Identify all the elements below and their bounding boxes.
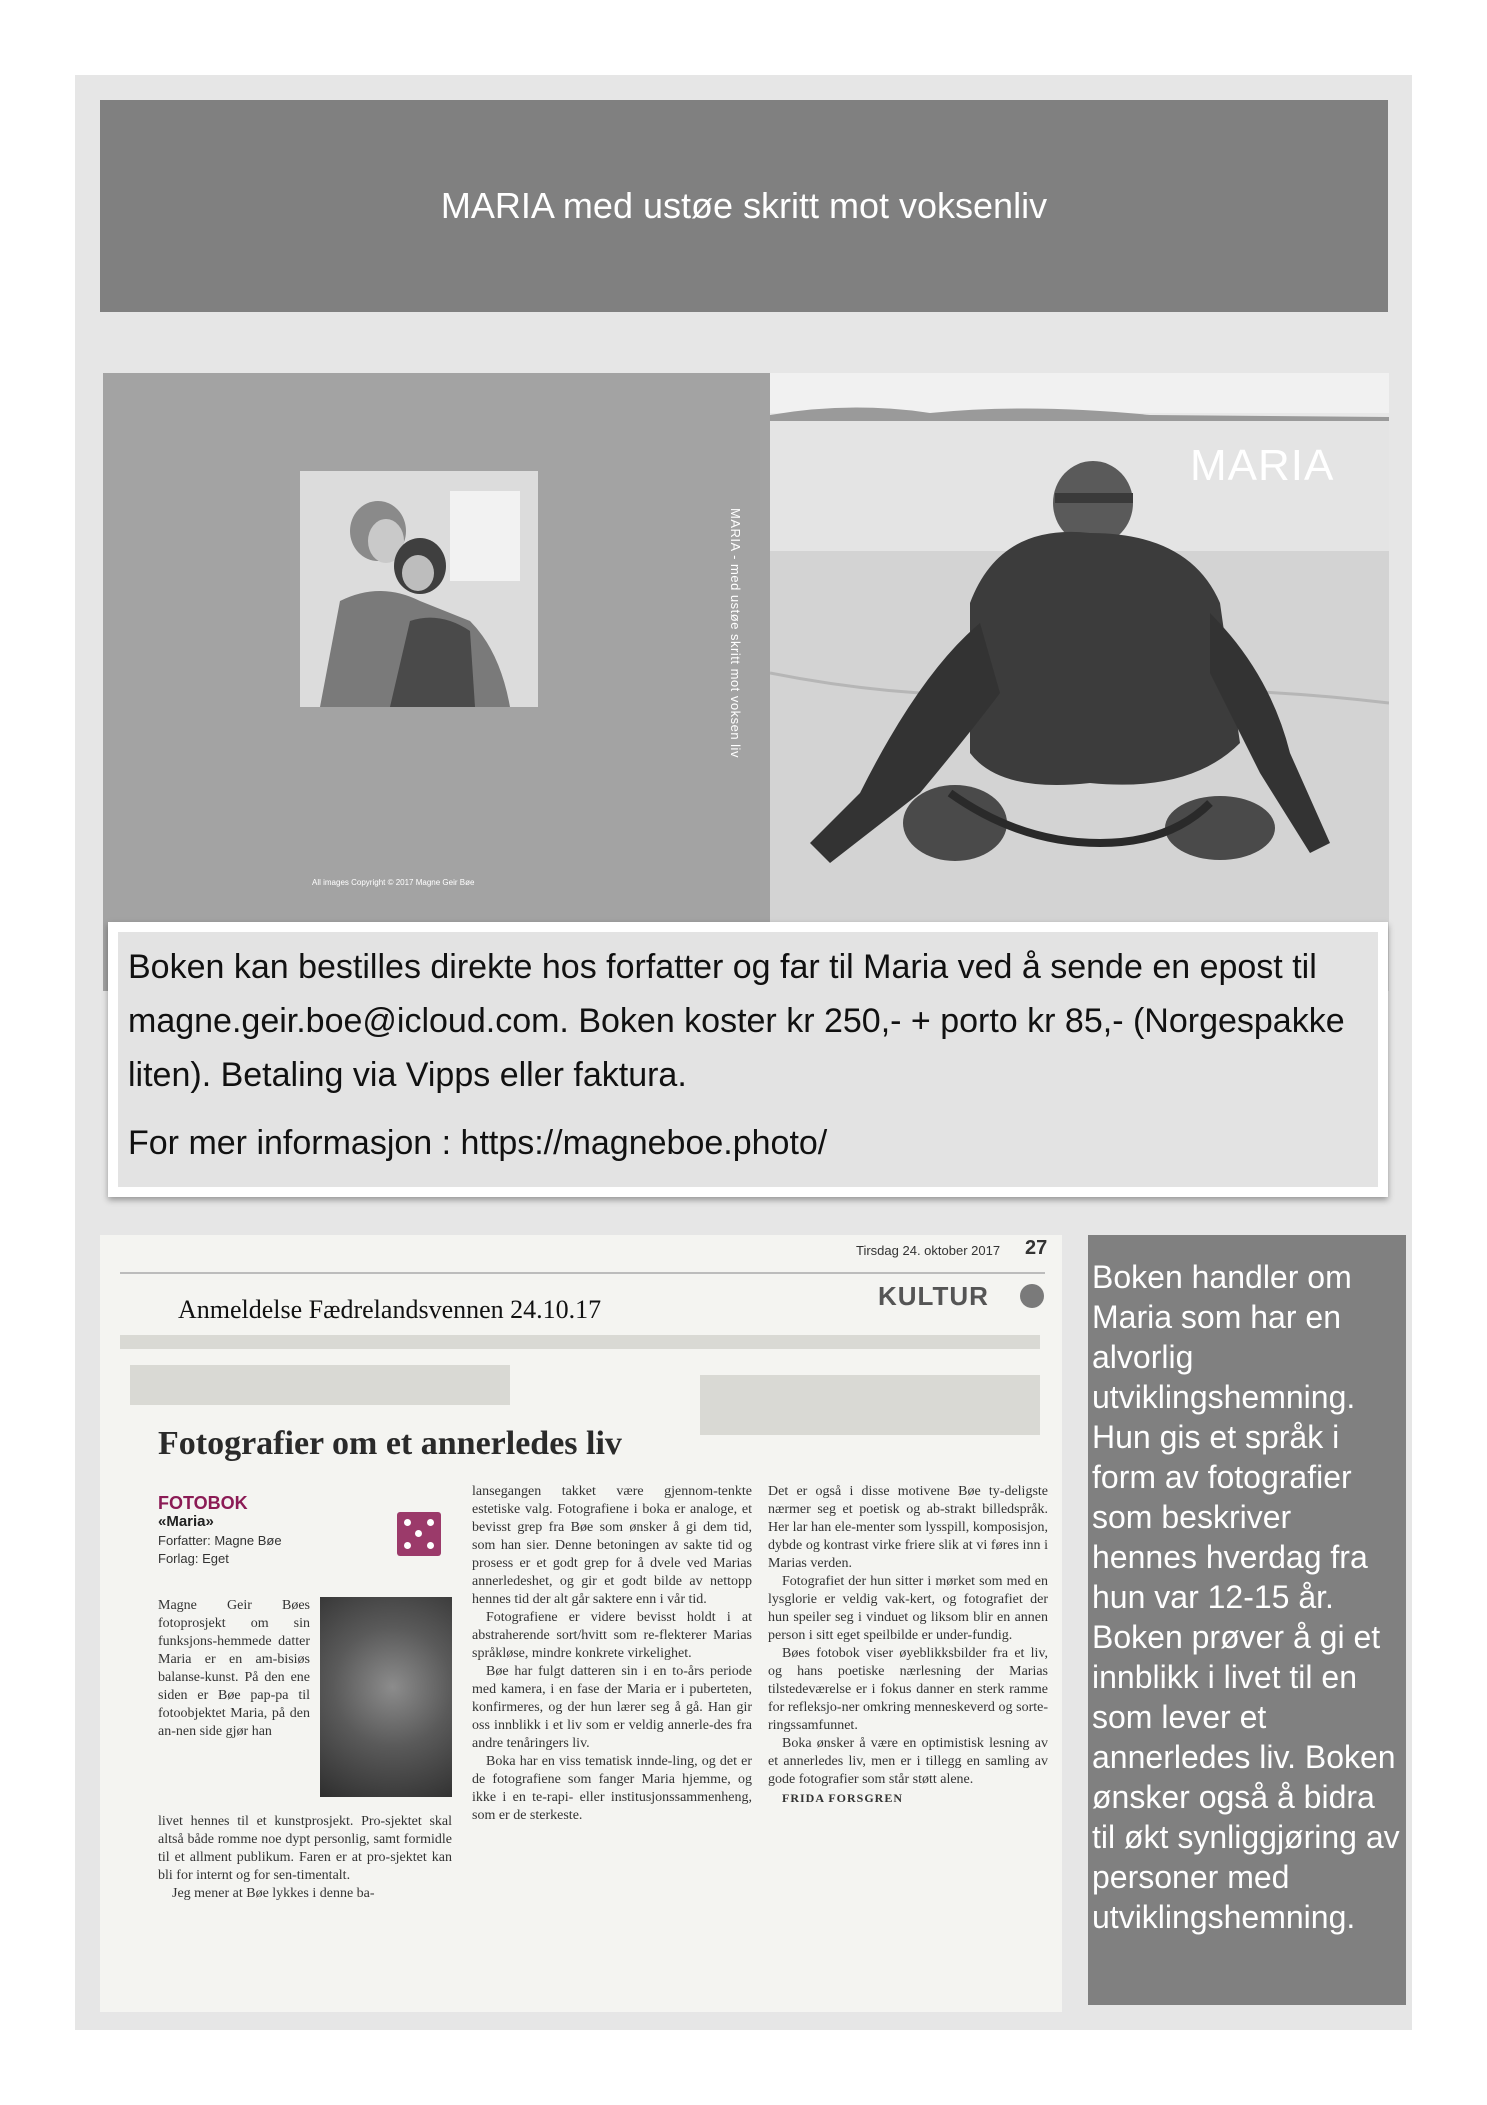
section-label: KULTUR (878, 1281, 989, 1311)
book-cover-image (103, 373, 1389, 991)
clipping-column-3 (768, 1483, 1048, 1807)
cover-back (103, 373, 770, 991)
clipping-portrait-photo (320, 1597, 452, 1797)
clipping-category: FOTOBOK (158, 1493, 248, 1513)
embrace-illustration (300, 471, 538, 707)
column-text: livet hennes til et kunstprosjekt. Pro-sjektet skal altså både romme noe dypt personlig, samt formidle til et allment publikum. Faren er at pro-sjektet kan bli for internt og for sen-timentalt. (158, 1814, 452, 1883)
clipping-column-2 (472, 1483, 752, 1825)
clipping-headline: Fotografier om et annerledes liv (158, 1425, 622, 1462)
column-text: Det er også i disse motivene Bøe ty-deligste nærmer seg et poetisk og ab-strakt billedspråk. Her lar han ele-menter som lysspill, komposisjon, dybde og kontrast virke friere slik at vi føres inn i Marias verden. (768, 1484, 1048, 1571)
column-text: Boka har en viss tematisk innde-ling, og det er de fotografiene som fanger Maria hjemme, og ikke i en te-rapi- eller institusjonssammenheng, som er de sterkeste. (472, 1754, 752, 1823)
column-text: Bøes fotobok viser øyeblikksbilder fra et liv, og hans poetiske nærlesning der Marias tilstedeværelse er i fokus danner en sterk ramme for refleksjo-ner omkring menneskeverd og sorte-ringssamfunnet. (768, 1646, 1048, 1733)
column-text: Boka ønsker å være en optimistisk lesning av et annerledes liv, men er i tillegg en samling av gode fotografier som står støtt alene. (768, 1736, 1048, 1787)
cover-copyright: All images Copyright © 2017 Magne Geir Bøe (312, 878, 475, 887)
section-logo-icon (1020, 1284, 1044, 1308)
column-text: Jeg mener at Bøe lykkes i denne ba- (172, 1886, 375, 1901)
column-text: Magne Geir Bøes fotoprosjekt om sin funksjons-hemmede datter Maria er en am-bisiøs balanse-kunst. På den ene siden er Bøe pap-pa til fotoobjektet Maria, på den an-nen side gjør han (158, 1598, 310, 1739)
clipping-book-title: «Maria» (158, 1513, 214, 1530)
order-info-inner (118, 932, 1378, 1187)
cover-spine-text: MARIA - med ustøe skritt mot voksen liv (728, 508, 743, 758)
title-banner (100, 100, 1388, 312)
column-text: Bøe har fulgt datteren sin i en to-års periode med kamera, i en fase der Maria er i puberteten, konfirmeres, og der hun lærer seg å gå. Han gir oss innblikk i et liv som er veldig annerle-des fra andre tenåringers liv. (472, 1664, 752, 1751)
bleed-through-band (120, 1335, 1040, 1349)
dice-rating-icon (397, 1512, 441, 1556)
page-sheet (75, 75, 1412, 2030)
order-info-text: Boken kan bestilles direkte hos forfatter og far til Maria ved å sende en epost til magne.geir.boe@icloud.com. Boken koster kr 250,- + porto kr 85,- (Norgespakke liten). Betaling via Vipps eller faktura. (128, 948, 1345, 1094)
clipping-byline: FRIDA FORSGREN (782, 1791, 904, 1805)
clipping-date: Tirsdag 24. oktober 2017 (856, 1243, 1001, 1258)
cover-front (770, 373, 1389, 991)
column-text: lansegangen takket være gjennom-tenkte estetiske valg. Fotografiene i boka er analoge, et bevisst grep fra Bøe som ønsker å gi dem tid, som han sier. Denne betoningen av sakte tid og prosess er et godt grep for å dvele ved Marias annerledeshet, og gir et godt bilde av nettopp hennes tid der alt går saktere enn i vår tid. (472, 1484, 752, 1607)
clipping-column-1a (158, 1597, 310, 1741)
clipping-publisher: Forlag: Eget (158, 1551, 229, 1566)
page-title: MARIA med ustøe skritt mot voksenliv (440, 185, 1048, 226)
clipping-column-1b (158, 1813, 452, 1903)
column-text: Fotografiet der hun sitter i mørket som med en lysglorie er veldig vak-kert, og fotografiet der hun speiler seg i vinduet og liksom blir en annen person i sitt eget speilbilde er under-fundig. (768, 1574, 1048, 1643)
clipping-rule (120, 1272, 1045, 1274)
cover-front-title: MARIA (1190, 441, 1335, 490)
newspaper-clipping (100, 1235, 1062, 2012)
book-description-text: Boken handler om Maria som har en alvorlig utviklingshemning. Hun gis et språk i form av fotografier som beskriver hennes hverdag fra hun var 12-15 år. Boken prøver å gi et innblikk i livet til en som lever et annerledes liv. Boken ønsker også å bidra til økt synliggjøring av personer med utviklingshemning. (1092, 1259, 1400, 1935)
book-description-box (1088, 1235, 1406, 2005)
bleed-through-block (130, 1365, 510, 1405)
mother-daughter-photo (300, 471, 538, 707)
clipping-author: Forfatter: Magne Bøe (158, 1533, 282, 1548)
order-info-box (108, 922, 1388, 1197)
clipping-page-number: 27 (1025, 1237, 1048, 1259)
review-label: Anmeldelse Fædrelandsvennen 24.10.17 (178, 1295, 602, 1324)
more-info-text: For mer informasjon : https://magneboe.photo/ (128, 1124, 828, 1162)
column-text: Fotografiene er videre bevisst holdt i at abstraherende sort/hvitt som re-flekterer Marias språkløse, mindre konkrete virkelighet. (472, 1610, 752, 1661)
bleed-through-block (700, 1375, 1040, 1435)
